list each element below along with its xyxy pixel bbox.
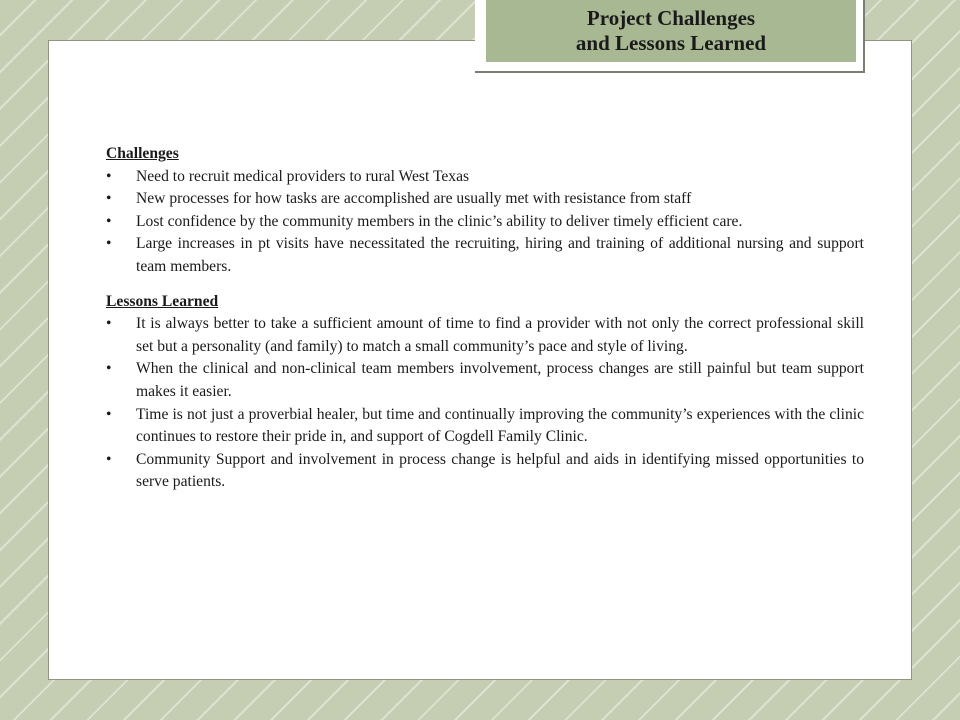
list-item-text: New processes for how tasks are accomplished are usually met with resistance from staff	[136, 190, 692, 208]
bullet-icon: •	[106, 450, 112, 468]
bullet-icon: •	[106, 190, 112, 208]
bullet-icon: •	[106, 167, 112, 185]
bullet-icon: •	[106, 405, 112, 423]
lessons-section	[106, 291, 864, 494]
list-item-text: Time is not just a proverbial healer, but time and continually improving the community’s experiences with the clinic continues to restore their pride in, and support of Cogdell Family Clinic.	[136, 405, 864, 446]
list-item-text: Community Support and involvement in process change is helpful and aids in identifying missed opportunities to serve patients.	[136, 450, 864, 491]
list-item	[106, 358, 864, 403]
lessons-heading: Lessons Learned	[106, 292, 219, 310]
list-item-text: Lost confidence by the community members in the clinic’s ability to deliver timely efficient care.	[136, 212, 743, 230]
list-item-text: When the clinical and non-clinical team members involvement, process changes are still painful but team support makes it easier.	[136, 360, 864, 400]
challenges-heading: Challenges	[106, 145, 179, 162]
list-item-text: Need to recruit medical providers to rural West Texas	[136, 167, 470, 185]
list-item	[106, 166, 864, 189]
bullet-icon: •	[106, 235, 112, 253]
list-item	[106, 404, 864, 449]
list-item-text: It is always better to take a sufficient amount of time to find a provider with not only the correct professional skill set but a personality (and family) to match a small community’s pace and style of living.	[136, 315, 864, 355]
title-line-2: and Lessons Learned	[575, 31, 767, 55]
list-item	[106, 233, 864, 278]
list-item	[106, 313, 864, 358]
challenges-section	[106, 143, 864, 279]
lessons-list	[106, 313, 864, 494]
title-box	[486, 0, 856, 62]
list-item	[106, 211, 864, 234]
bullet-icon: •	[106, 360, 112, 378]
list-item	[106, 188, 864, 211]
list-item	[106, 449, 864, 494]
bullet-icon: •	[106, 315, 112, 333]
section-gap	[106, 279, 864, 291]
slide-content	[106, 143, 864, 494]
list-item-text: Large increases in pt visits have necessitated the recruiting, hiring and training of additional nursing and support team members.	[136, 235, 864, 275]
title-line-1: Project Challenges	[586, 6, 756, 30]
bullet-icon: •	[106, 212, 112, 230]
challenges-list	[106, 166, 864, 279]
